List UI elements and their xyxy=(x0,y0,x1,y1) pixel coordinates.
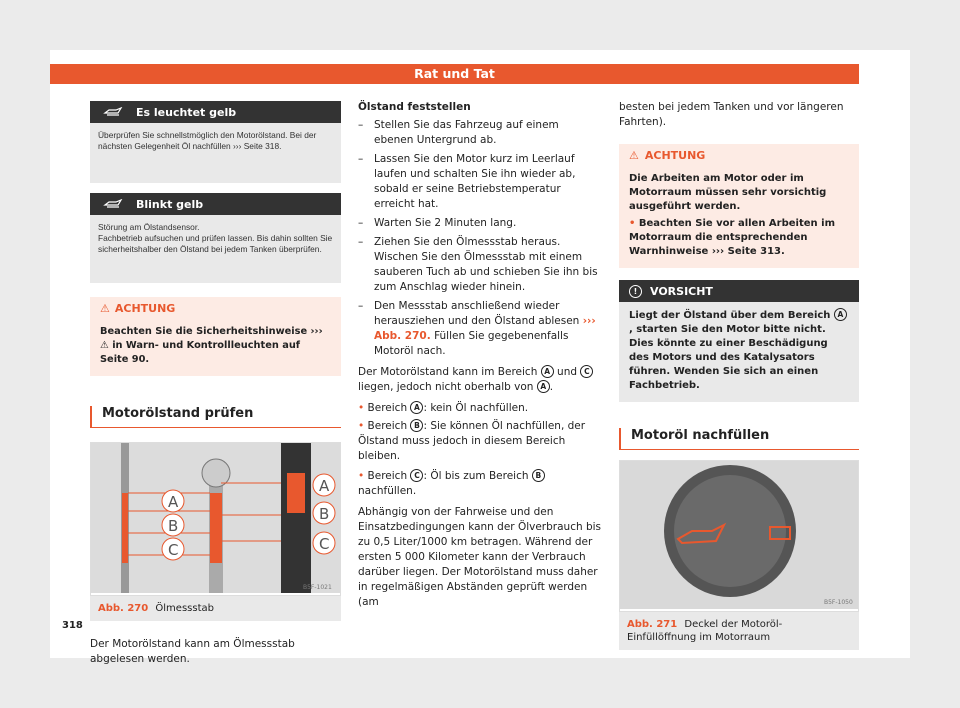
warning-text: Beachten Sie die Sicherheitshinweise ››› ⚠ in Warn- und Kontrollleuchten auf Seite 90. xyxy=(100,326,323,365)
warning-title: ACHTUNG xyxy=(114,301,176,315)
figure-label: Abb. 270 xyxy=(98,603,149,614)
info-text: Störung am Ölstandsensor. xyxy=(98,222,200,232)
oil-can-icon xyxy=(90,199,136,209)
list-item: • Bereich A : kein Öl nachfüllen. xyxy=(358,402,529,414)
heading: Ölstand feststellen xyxy=(358,101,471,113)
figure-caption xyxy=(90,596,341,621)
middle-column xyxy=(358,100,601,610)
mark-c: C xyxy=(168,541,179,559)
status-bar-yellow-blink xyxy=(90,193,341,215)
warning-line: • Beachten Sie vor allen Arbeiten im Motorraum die entsprechenden Warnhinweise ››› Seite 313. xyxy=(629,218,835,257)
range-text: Der Motorölstand kann im Bereich A und C liegen, jedoch nicht oberhalb von A . xyxy=(358,365,601,395)
mark-c: C xyxy=(319,535,330,553)
warning-title: ACHTUNG xyxy=(644,148,706,162)
step: – Stellen Sie das Fahrzeug auf einem ebenen Untergrund ab. xyxy=(358,118,601,148)
bullet-pre: Bereich xyxy=(367,402,408,414)
mark-a: A xyxy=(168,493,179,511)
figure-oil-cap xyxy=(619,460,859,650)
warning-header xyxy=(90,297,341,319)
status-bar-yellow-on xyxy=(90,101,341,123)
paragraph: Abhängig von der Fahrweise und den Einsatzbedingungen kann der Ölverbrauch bis zu 0,5 Liter/1000 km betragen. Während der ersten 5 000 Kilometer kann der Verbrauch darüber liegen. Der Motorölstand muss daher in regelmäßigen Abständen geprüft werden (am xyxy=(358,506,602,608)
step: – Ziehen Sie den Ölmessstab heraus. Wischen Sie den Ölmessstab mit einem sauberen Tuch ab und schieben Sie ihn bis zum Anschlag wieder hinein. xyxy=(358,235,601,295)
left-column xyxy=(90,101,341,667)
info-box-yellow-blink xyxy=(90,215,341,283)
bullet-pre: Bereich xyxy=(367,420,408,432)
info-text: Fachbetrieb aufsuchen und prüfen lassen. Bis dahin sollten Sie sicherheitshalber den Ölstand bei jedem Tanken überprüfen. xyxy=(98,233,333,255)
info-text: Überprüfen Sie schnellstmöglich den Motorölstand. Bei der nächsten Gelegenheit Öl nachfüllen ››› Seite 318. xyxy=(98,130,317,152)
area-badge: B xyxy=(532,469,545,482)
figure-code: B5F-1021 xyxy=(303,584,332,591)
step-text: Füllen Sie gegebenenfalls Motoröl nach. xyxy=(374,330,569,357)
figure-caption-text: Deckel der Motoröl-Einfüllöffnung im Motorraum xyxy=(627,619,783,643)
area-badge: A xyxy=(410,401,423,414)
bullet-text: : Öl bis zum Bereich xyxy=(423,470,529,482)
list-item: • Bereich C : Öl bis zum Bereich B nachfüllen. xyxy=(358,469,601,499)
bullet-text: nachfüllen. xyxy=(358,485,417,497)
mark-a: A xyxy=(319,477,330,495)
box-title: Es leuchtet gelb xyxy=(136,105,237,119)
oil-cap-illustration xyxy=(619,460,859,612)
page-number: 318 xyxy=(62,620,83,631)
section-title: Motorölstand prüfen xyxy=(90,406,341,428)
step: – Lassen Sie den Motor kurz im Leerlauf laufen und schalten Sie ihn wieder ab, sobald er seine Betriebstemperatur erreicht hat. xyxy=(358,152,601,212)
paragraph: besten bei jedem Tanken und vor längeren Fahrten). xyxy=(619,101,844,128)
page-link[interactable]: ››› Seite 313. xyxy=(711,246,785,257)
caution-header xyxy=(619,280,859,302)
figure-caption-text: Ölmessstab xyxy=(155,603,214,614)
warning-box xyxy=(619,144,859,268)
area-c-badge: C xyxy=(580,365,593,378)
figure-label: Abb. 271 xyxy=(627,619,678,630)
figure-code: B5F-1050 xyxy=(824,599,853,606)
right-column xyxy=(619,100,859,650)
warning-icon: ⚠ xyxy=(100,301,110,315)
bullet-pre: Bereich xyxy=(367,470,408,482)
figure-link[interactable]: ››› Abb. 270. xyxy=(374,315,596,342)
warning-header xyxy=(619,144,859,166)
info-box-yellow-on xyxy=(90,123,341,183)
range-text-b: liegen, jedoch nicht oberhalb von xyxy=(358,381,534,393)
warning-icon: ⚠ xyxy=(629,148,639,162)
paragraph: Der Motorölstand kann am Ölmessstab abgelesen werden. xyxy=(90,638,295,665)
area-a-badge: A xyxy=(537,380,550,393)
area-badge: C xyxy=(410,469,423,482)
warning-line: Die Arbeiten am Motor oder im Motorraum müssen sehr vorsichtig ausgeführt werden. xyxy=(629,173,827,212)
range-und: und xyxy=(557,366,578,378)
bullet-text: : kein Öl nachfüllen. xyxy=(423,402,529,414)
figure-caption xyxy=(619,612,859,650)
dipstick-illustration xyxy=(90,442,341,596)
step-text: Den Messstab anschließend wieder herausziehen und den Ölstand ablesen xyxy=(374,300,580,327)
box-title: Blinkt gelb xyxy=(136,197,204,211)
oil-can-icon xyxy=(90,107,136,117)
area-a-badge: A xyxy=(541,365,554,378)
area-badge: A xyxy=(834,308,847,321)
info-circle-icon: ! xyxy=(629,285,642,298)
figure-dipstick xyxy=(90,442,341,621)
list-item: • Bereich B : Sie können Öl nachfüllen, der Ölstand muss jedoch in diesem Bereich bleiben. xyxy=(358,420,586,462)
mark-b: B xyxy=(168,517,179,535)
step: – Warten Sie 2 Minuten lang. xyxy=(358,216,601,231)
warning-box xyxy=(90,297,341,376)
bullet-text: : Sie können Öl nachfüllen, der Ölstand muss jedoch in diesem Bereich bleiben. xyxy=(358,420,586,462)
caution-body: Liegt der Ölstand über dem Bereich A, starten Sie den Motor bitte nicht. Dies könnte zu einer Beschädigung des Motors und des Katalysators führen. Wenden Sie sich an einen Fachbetrieb. xyxy=(619,302,859,402)
mark-b: B xyxy=(319,505,330,523)
page-header: Rat und Tat xyxy=(50,64,859,84)
section-title: Motoröl nachfüllen xyxy=(619,428,859,450)
area-badge: B xyxy=(410,419,423,432)
caution-title: VORSICHT xyxy=(650,284,713,298)
caution-box xyxy=(619,280,859,402)
range-text-a: Der Motorölstand kann im Bereich xyxy=(358,366,538,378)
warning-body xyxy=(619,166,859,268)
step xyxy=(358,299,601,359)
